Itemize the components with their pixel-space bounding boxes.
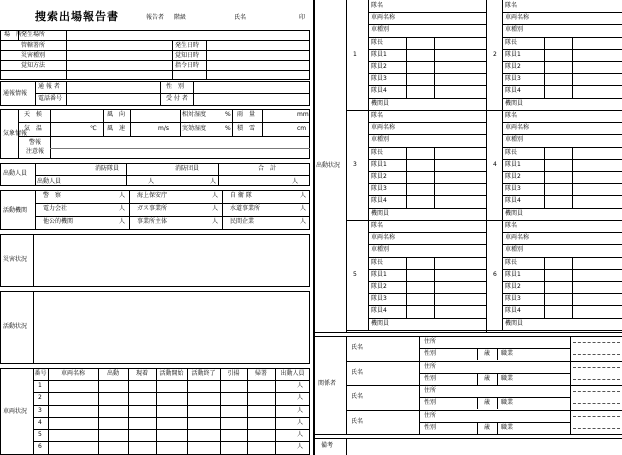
agency-unit: 人: [119, 192, 126, 199]
dispatch-unit-number: 3: [353, 161, 357, 168]
vehicle-unit: 人: [297, 382, 304, 390]
related-job-label: 職業: [501, 350, 514, 357]
vehicle-unit: 人: [297, 431, 304, 438]
dispatch-row-label: 隊員4: [505, 197, 521, 205]
dispatch-row-label: 隊名: [371, 222, 384, 229]
agency-label: ガス事業所: [137, 205, 168, 212]
advisory-label: 注意報: [26, 148, 45, 155]
vehicle-header: 番号: [34, 370, 47, 377]
fire-brigade-label: 消防団員: [175, 165, 200, 172]
place-block: [0, 30, 310, 80]
related-job-label: 職業: [501, 374, 514, 382]
weather-block: [0, 109, 310, 159]
dispatch-row-label: 車両名称: [505, 124, 530, 132]
dispatch-row-label: 車両名称: [505, 14, 530, 22]
dispatch-row-label: 隊員3: [505, 75, 521, 83]
dispatch-row-label: 機関員: [505, 319, 524, 327]
dispatch-row-label: 機関員: [371, 209, 390, 217]
dispatch-row-label: 隊員2: [371, 173, 387, 180]
related-age-label: 歳: [484, 350, 491, 357]
dispatch-section: 出動状況: [316, 162, 341, 169]
agency-label: 電力会社: [43, 205, 68, 212]
dispatch-row-label: 隊長: [505, 258, 518, 266]
vehicle-number: 4: [38, 418, 42, 426]
humidity-unit: %: [225, 111, 231, 118]
related-age-label: 歳: [484, 374, 491, 382]
related-name-label: 氏名: [351, 344, 364, 351]
dispatch-row-label: 隊員4: [505, 307, 521, 315]
vehicle-unit: 人: [297, 418, 304, 426]
related-address-label: 住所: [424, 411, 437, 419]
related-age-label: 歳: [484, 423, 491, 431]
place-section: 場 所: [4, 31, 23, 38]
agency-label: 警 察: [43, 192, 62, 199]
dispatch-time-label: 指令日時: [175, 62, 200, 69]
vehicle-unit: 人: [297, 406, 304, 414]
dispatch-row-label: 隊員4: [505, 87, 521, 95]
gender-label: 性 別: [166, 83, 185, 90]
phone-label: 電話番号: [38, 95, 63, 102]
agency-unit: 人: [212, 192, 219, 199]
occurred-label: 発生日時: [175, 42, 200, 49]
receiver-label: 受 付 者: [166, 95, 188, 102]
dispatch-row-label: 車両名称: [371, 234, 396, 242]
dispatch-row-label: 車種別: [371, 136, 390, 144]
wind-speed-label: 風 速: [107, 125, 126, 132]
agency-unit: 人: [212, 205, 219, 212]
vehicle-header: 現着: [135, 370, 148, 377]
dispatch-row-label: 車種別: [505, 246, 524, 254]
turnout-unit-2: 人: [210, 178, 217, 185]
dispatch-row-label: 隊長: [505, 148, 518, 156]
humidity-label: 相対湿度: [182, 111, 207, 118]
dispatch-row-label: 隊名: [371, 112, 384, 119]
temp-label: 気 温: [24, 125, 43, 132]
agency-label: 事業所主体: [137, 218, 168, 225]
dispatch-unit-number: 1: [353, 51, 357, 58]
dispatch-row-label: 隊員2: [371, 63, 387, 70]
related-gender-label: 性別: [424, 350, 437, 357]
rank-label: 階級: [174, 14, 187, 21]
dispatch-row-label: 車両名称: [371, 14, 396, 22]
dispatch-row-label: 隊員2: [371, 283, 387, 290]
dispatch-row-label: 機関員: [505, 209, 524, 217]
dispatch-row-label: 隊員3: [371, 295, 387, 303]
related-gender-label: 性別: [424, 399, 437, 406]
aware-label: 覚知日時: [175, 52, 200, 59]
reporter-label: 報告者: [146, 14, 165, 21]
vehicle-header: 活動終了: [191, 370, 216, 377]
dispatch-row-label: 機関員: [371, 319, 390, 327]
vehicle-header: 引揚: [227, 370, 240, 377]
temp-unit: ℃: [90, 125, 97, 132]
dispatch-row-label: 隊員1: [371, 270, 387, 278]
dispatch-row-label: 隊員1: [371, 160, 387, 168]
agency-unit: 人: [119, 205, 126, 212]
disaster-status-label: 災害状況: [3, 256, 28, 263]
dispatch-row-label: 隊員3: [371, 75, 387, 83]
vehicle-number: 3: [38, 406, 42, 414]
dispatch-row-label: 隊員4: [371, 307, 387, 315]
vehicle-header: 帰署: [254, 370, 267, 377]
dispatch-unit-number: 4: [493, 161, 497, 168]
sky-label: 天 候: [24, 111, 43, 118]
dispatch-row-label: 隊員3: [505, 185, 521, 193]
agency-label: 民間企業: [230, 218, 255, 225]
related-address-label: 住所: [424, 338, 437, 345]
wind-dir-label: 風 向: [107, 111, 126, 118]
dispatch-row-label: 隊員3: [505, 295, 521, 303]
vehicle-unit: 人: [297, 394, 304, 402]
eff-humidity-label: 実効湿度: [182, 125, 207, 132]
agency-label: 海上保安庁: [137, 192, 168, 199]
dispatch-row-label: 車種別: [371, 246, 390, 254]
agency-unit: 人: [212, 218, 219, 225]
vehicle-unit: 人: [297, 443, 304, 451]
vehicle-header: 活動開始: [159, 370, 184, 377]
dispatch-row-label: 隊名: [505, 2, 518, 9]
dispatch-unit-number: 2: [493, 51, 497, 58]
dispatch-row-label: 車種別: [371, 26, 390, 34]
dispatch-row-label: 隊員1: [505, 270, 521, 278]
weather-section: 気象情報: [3, 130, 28, 137]
snow-label: 積 雪: [237, 125, 256, 132]
vehicle-number: 5: [38, 431, 42, 438]
remarks-label: 備考: [321, 442, 334, 449]
turnout-section: 出動人員: [3, 170, 28, 177]
rain-unit: mm: [297, 111, 309, 118]
total-label: 合 計: [258, 165, 277, 172]
related-address-label: 住所: [424, 362, 437, 370]
dispatch-row-label: 車両名称: [371, 124, 396, 132]
disaster-type-label: 災害種別: [21, 52, 46, 59]
related-job-label: 職業: [501, 423, 514, 431]
vehicles-section: 車両状況: [3, 408, 28, 415]
activity-status-block: [0, 291, 310, 364]
name-label: 氏名: [234, 14, 247, 21]
activity-status-label: 活動状況: [3, 323, 28, 330]
dispatch-row-label: 隊員4: [371, 197, 387, 205]
related-name-label: 氏名: [351, 393, 364, 400]
dispatch-row-label: 隊員3: [371, 185, 387, 193]
dispatch-row-label: 隊員1: [505, 160, 521, 168]
turnout-count-label: 出動人員: [37, 178, 62, 185]
agency-label: 他公的機関: [43, 218, 74, 225]
dispatch-row-label: 隊員2: [505, 283, 521, 290]
dispatch-row-label: 隊長: [371, 258, 384, 266]
aware-method-label: 覚知方法: [21, 62, 46, 69]
wind-speed-unit: m/s: [158, 125, 169, 132]
turnout-unit-1: 人: [148, 178, 155, 185]
vehicle-header: 車両名称: [60, 370, 85, 377]
agencies-section: 活動機関: [3, 207, 28, 214]
report-section: 通報情報: [3, 90, 28, 97]
dispatch-row-label: 隊名: [505, 112, 518, 119]
related-name-label: 氏名: [351, 417, 364, 425]
agency-unit: 人: [300, 218, 307, 225]
vehicle-header: 出動人員: [280, 370, 305, 377]
vehicle-number: 1: [38, 382, 42, 390]
eff-humidity-unit: %: [225, 125, 231, 132]
dispatch-row-label: 隊長: [371, 148, 384, 156]
dispatch-unit-number: 6: [493, 271, 497, 278]
dispatch-row-label: 隊員2: [505, 173, 521, 180]
dispatch-row-label: 隊員1: [371, 50, 387, 58]
dispatch-row-label: 隊名: [505, 222, 518, 229]
dispatch-row-label: 車両名称: [505, 234, 530, 242]
dispatch-row-label: 隊長: [505, 38, 518, 46]
related-section: 関係者: [318, 380, 337, 387]
related-gender-label: 性別: [424, 423, 437, 431]
related-age-label: 歳: [484, 399, 491, 406]
dispatch-row-label: 隊名: [371, 2, 384, 9]
dispatch-row-label: 隊員1: [505, 50, 521, 58]
dispatch-row-label: 隊員4: [371, 87, 387, 95]
agency-label: 自 衛 隊: [230, 192, 252, 199]
agency-label: 水道事業所: [230, 205, 261, 212]
jurisdiction-label: 管轄署所: [21, 42, 46, 49]
dispatch-row-label: 車種別: [505, 136, 524, 144]
related-gender-label: 性別: [424, 374, 437, 382]
dispatch-row-label: 隊員2: [505, 63, 521, 70]
dispatch-row-label: 機関員: [371, 99, 390, 107]
dispatch-unit-number: 5: [353, 271, 357, 278]
fire-corps-label: 消防隊員: [95, 165, 120, 172]
vehicle-number: 2: [38, 394, 42, 402]
dispatch-row-label: 機関員: [505, 99, 524, 107]
rain-label: 雨 量: [237, 111, 256, 118]
agency-unit: 人: [300, 205, 307, 212]
seal-label: 印: [299, 14, 306, 21]
vehicle-number: 6: [38, 443, 42, 451]
disaster-status-block: [0, 234, 310, 287]
agency-unit: 人: [300, 192, 307, 199]
related-name-label: 氏名: [351, 368, 364, 376]
report-reporter-label: 通 報 者: [38, 83, 60, 90]
dispatch-row-label: 隊長: [371, 38, 384, 46]
vehicle-header: 出動: [106, 370, 119, 377]
dispatch-row-label: 車種別: [505, 26, 524, 34]
snow-unit: cm: [297, 125, 307, 132]
warning-label: 警報: [29, 139, 42, 146]
form-title: 捜索出場報告書: [35, 10, 119, 23]
agency-unit: 人: [119, 218, 126, 225]
related-address-label: 住所: [424, 387, 437, 394]
turnout-unit-3: 人: [292, 178, 299, 185]
origin-label: 発生場所: [21, 31, 46, 38]
related-job-label: 職業: [501, 399, 514, 406]
